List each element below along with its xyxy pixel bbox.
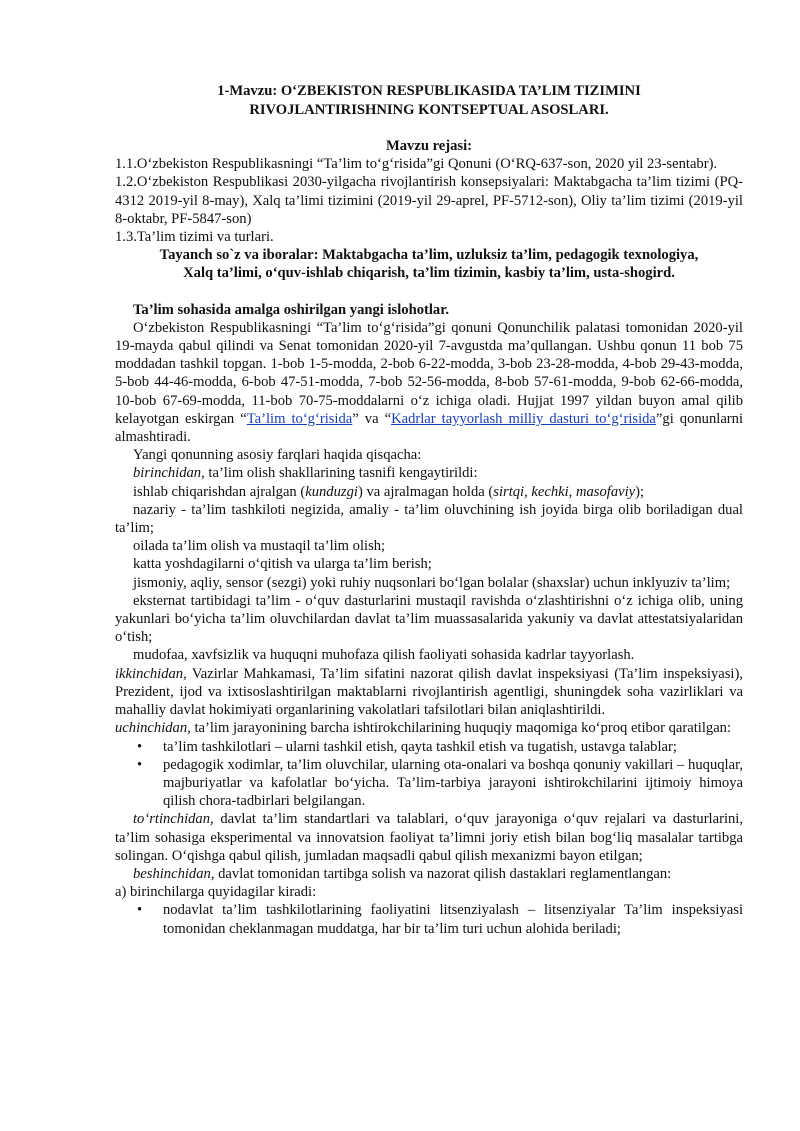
form-item-b: nazariy - ta’lim tashkiloti negizida, amaliy - ta’lim oluvchining ish joyida birga olib boriladigan dual ta’lim; [115, 501, 743, 537]
plan-heading: Mavzu rejasi: [385, 138, 473, 154]
bullet-item [115, 901, 743, 937]
point-second-text: Vazirlar Mahkamasi, Ta’lim sifatini nazorat qilish davlat inspeksiyasi (Ta’lim inspeksiyasi), Prezident, ijod va ixtisoslashtirilgan maktablarni rivojlantirish agentligi, shuningdek soha vazirliklari va mahalliy davlat hokimiyati organlarining vakolatlari tafsilotlari bilan aniqlashtirildi. [115, 665, 743, 719]
intro-between: ” va “ [352, 410, 392, 427]
document-page [115, 82, 743, 938]
point-third-lead: uchinchidan, [115, 720, 191, 737]
form-a-italic-1: kunduzgi [305, 483, 358, 500]
point-second [115, 665, 743, 720]
form-a-text: ishlab chiqarishdan ajralgan ( [133, 483, 306, 500]
form-a-italic-2: sirtqi, kechki, masofaviy [493, 483, 636, 500]
section-heading: Ta’lim sohasida amalga oshirilgan yangi islohotlar. [133, 301, 449, 318]
bullet-item [115, 756, 743, 811]
link-talim-togrisida[interactable]: Ta’lim to‘g‘risida [246, 410, 353, 427]
point-fourth-text: davlat ta’lim standartlari va talablari, o‘quv jarayoniga o‘quv rejalari va dasturlarini, ta’lim sohasiga eksperimental va innovatsion faoliyat ta’limni joriy etish bilan bog‘liq masalalar tartibga solingan. O‘qishga qabul qilish, jumladan maqsadli qabul qilish mexanizmi bayon etilgan; [115, 811, 743, 864]
intro-text: O‘zbekiston Respublikasningi “Ta’lim to‘g‘risida”gi qonuni Qonunchilik palatasi tomonidan 2020-yil 19-mayda qabul qilindi va Senat tomonidan 2020-yil 7-avgustda ma’qullangan. Ushbu qonun 11 bob 75 moddadan tashkil topgan. 1-bob 1-5-modda, 2-bob 6-22-modda, 3-bob 23-28-modda, 4-bob 29-43-modda, 5-bob 44-46-modda, 6-bob 47-51-modda, 7-bob 52-56-modda, 8-bob 57-61-modda, 9-bob 62-66-modda, 10-bob 67-69-modda, 11-bob 70-75-moddalarni o‘z ichiga oladi. Hujjat 1997 yildan buyon amal qilib kelayotgan eskirgan “ [115, 319, 743, 427]
point-first-lead: birinchidan, [133, 465, 205, 482]
point-second-lead: ikkinchidan, [115, 665, 187, 682]
bullet-text: ta’lim tashkilotlari – ularni tashkil etish, qayta tashkil etish va tugatish, ustavga talablar; [163, 738, 677, 755]
point-first-text: ta’lim olish shakllarining tasnifi kengaytirildi: [204, 465, 478, 482]
point-fifth-text: davlat tomonidan tartibga solish va nazorat qilish dastaklari reglamentlangan: [214, 865, 672, 882]
bullet-item [115, 738, 743, 756]
form-item-d: katta yoshdagilarni o‘qitish va ularga ta’lim berish; [133, 556, 432, 573]
point-fifth-lead: beshinchidan, [133, 865, 215, 882]
bullet-icon: • [137, 902, 143, 919]
plan-item-2: 1.2.O‘zbekiston Respublikasi 2030-yilgacha rivojlantirish konsepsiyalari: Maktabgacha ta’lim tizimi (PQ-4312 2019-yil 8-may), Xalq ta’limi tizimini (2019-yil 29-aprel, PF-5712-son), Oliy ta’lim tizimi (2019-yil 8-oktabr, PF-5847-son) [115, 174, 743, 227]
title-line-2: RIVOJLANTIRISHNING KONTSEPTUAL ASOSLARI. [249, 101, 609, 118]
form-a-end: ); [635, 483, 645, 500]
form-item-c: oilada ta’lim olish va mustaqil ta’lim olish; [133, 538, 386, 555]
point-fourth [115, 810, 743, 865]
point-first [115, 464, 743, 482]
form-item-a [115, 483, 743, 501]
title-line-1: 1-Mavzu: O‘ZBEKISTON RESPUBLIKASIDA TA’LIM TIZIMINI [217, 83, 641, 99]
bullet-icon: • [137, 756, 143, 773]
form-a-mid: ) va ajralmagan holda ( [357, 483, 494, 500]
document-title [115, 82, 743, 119]
bullet-text: pedagogik xodimlar, ta’lim oluvchilar, ularning ota-onalari va boshqa qonuniy vakillari – huquqlar, majburiyatlar va kafolatlar bo‘yicha. Ta’lim-tarbiya jarayoni ishtirokchilarini ijtimoiy himoya qilish chora-tadbirlari belgilangan. [163, 756, 743, 810]
intro-end: ”gi qonunlarni almashtiradi. [115, 410, 744, 446]
form-item-e: jismoniy, aqliy, sensor (sezgi) yoki ruhiy nuqsonlari bo‘lgan bolalar (shaxslar) uchun inklyuziv ta’lim; [133, 574, 731, 591]
form-item-f: eksternat tartibidagi ta’lim - o‘quv dasturlarini mustaqil ravishda o‘zlashtirishni o‘z ichiga olib, uning yakunlari bo‘yicha ta’lim oluvchilardan davlat ta’lim muassasalarida yakuniy va davlat attestatsiyalaridan o‘tish; [115, 592, 743, 646]
link-kadrlar-tayyorlash[interactable]: Kadrlar tayyorlash milliy dasturi to‘g‘risida [391, 410, 656, 427]
intro-paragraph [115, 319, 743, 446]
keywords-line-1: Tayanch so`z va iboralar: Maktabgacha ta’lim, uzluksiz ta’lim, pedagogik texnologiya, [159, 247, 699, 264]
differences-intro: Yangi qonunning asosiy farqlari haqida qisqacha: [133, 447, 422, 464]
sub-item-a: a) birinchilarga quyidagilar kiradi: [115, 884, 317, 901]
plan-item-3: 1.3.Ta’lim tizimi va turlari. [115, 229, 274, 246]
point-third [115, 719, 743, 737]
point-fifth [115, 865, 743, 883]
plan-item-1: 1.1.O‘zbekiston Respublikasningi “Ta’lim to‘g‘risida”gi Qonuni (O‘RQ-637-son, 2020 yil 23-sentabr). [115, 156, 718, 173]
bullet-icon: • [137, 738, 143, 755]
point-fourth-lead: to‘rtinchidan, [133, 811, 214, 828]
point-third-text: ta’lim jarayonining barcha ishtirokchilarining huquqiy maqomiga ko‘proq etibor qaratilgan: [190, 720, 732, 737]
keywords-line-2: Xalq ta’limi, o‘quv-ishlab chiqarish, ta’lim tizimin, kasbiy ta’lim, usta-shogird. [183, 265, 675, 282]
form-item-g: mudofaa, xavfsizlik va huquqni muhofaza qilish faoliyati sohasida kadrlar tayyorlash. [133, 647, 635, 664]
bullet-text: nodavlat ta’lim tashkilotlarining faoliyatini litsenziyalash – litsenziyalar Ta’lim inspeksiyasi tomonidan cheklanmagan muddatga, har bir ta’lim turi uchun alohida beriladi; [163, 902, 743, 937]
keywords-block [109, 246, 749, 282]
